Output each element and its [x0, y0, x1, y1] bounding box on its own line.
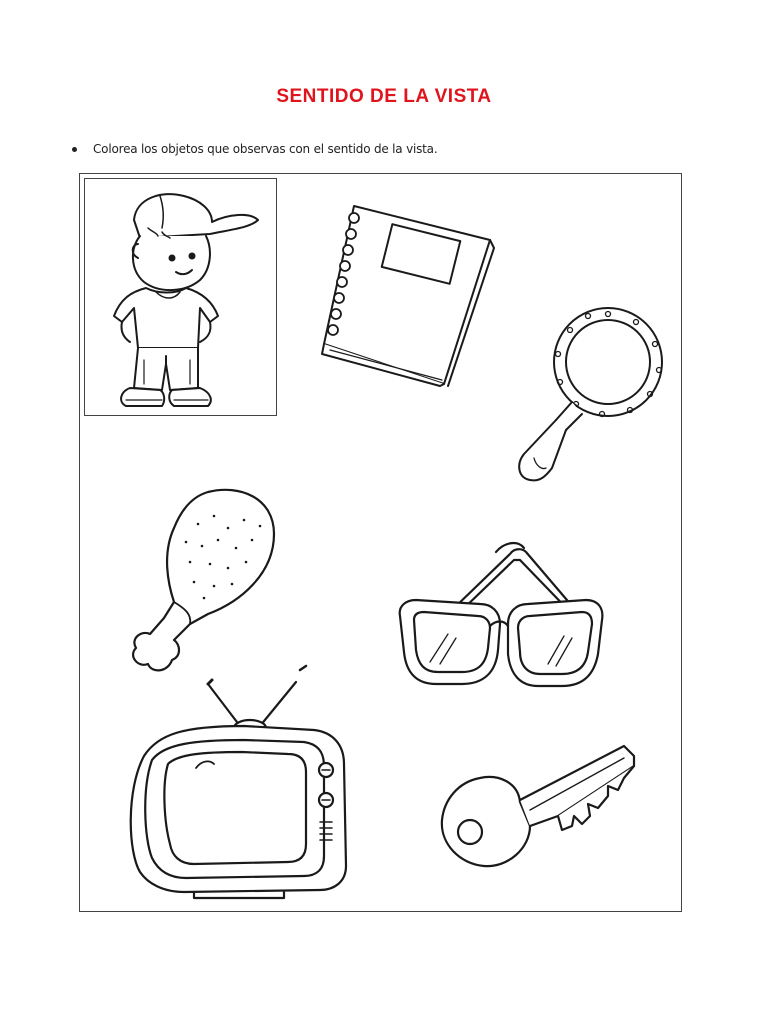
instruction-text: Colorea los objetos que observas con el sentido de la vista.: [93, 142, 438, 156]
television-icon: [124, 660, 350, 900]
key-icon: [438, 740, 638, 880]
glasses-icon: [392, 538, 608, 698]
page-title: SENTIDO DE LA VISTA: [276, 86, 492, 107]
bullet-icon: [72, 147, 77, 152]
chicken-leg-icon: [128, 484, 280, 680]
instruction-item: [72, 142, 437, 156]
notebook-icon: [314, 200, 496, 386]
magnifying-glass-icon: [514, 304, 670, 484]
boy-icon: [100, 188, 265, 413]
